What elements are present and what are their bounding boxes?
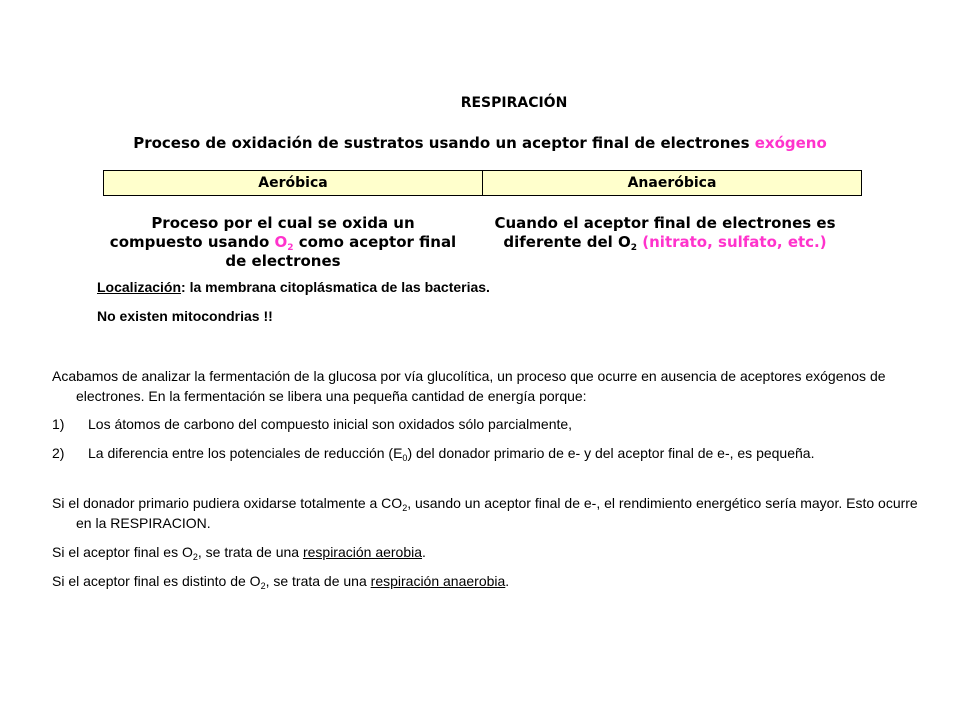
anaerobic-desc-sub: 2 <box>630 243 638 253</box>
localizacion-label: Localización <box>97 279 182 295</box>
aerobic-header: Aeróbica <box>258 175 328 191</box>
anaerobic-term: respiración anaerobia <box>370 573 506 589</box>
co2-paragraph: Si el donador primario pudiera oxidarse totalmente a $CO_2$, usando un aceptor final de e-, el rendimiento energético sería mayor. Esto ocurre en la RESPIRACION. <box>52 495 918 531</box>
anaerobic-desc-highlight: (nitrato, sulfato, etc.) <box>637 233 827 251</box>
respiration-types-table <box>103 170 862 196</box>
list-item-1-number: 1) <box>52 416 65 432</box>
anaerobic-desc-part1: Cuando el aceptor final de electrones es diferente del O <box>494 214 836 251</box>
aerobic-desc-part2: como aceptor final de electrones <box>225 233 457 270</box>
intro-paragraph: Acabamos de analizar la fermentación de la glucosa por vía glucolítica, un proceso que ocurre en ausencia de aceptores exógenos de electrones. En la fermentación se libera una pequeña cantidad de energía porque: <box>52 368 886 404</box>
anaerobic-header: Anaeróbica <box>482 171 861 195</box>
list-item-1 <box>52 414 948 434</box>
aerobic-term: respiración aerobia <box>302 544 423 560</box>
subtitle <box>0 134 960 152</box>
aerobic-description <box>108 214 458 271</box>
list-item-1-text: Los átomos de carbono del compuesto inicial son oxidados sólo parcialmente, <box>88 416 573 432</box>
localizacion-line <box>97 279 490 295</box>
subtitle-text: Proceso de oxidación de sustratos usando un aceptor final de electrones <box>133 134 755 152</box>
page-title: RESPIRACIÓN <box>460 95 568 111</box>
subtitle-highlight: exógeno <box>754 134 827 152</box>
anaerobic-description <box>490 214 840 252</box>
localizacion-text: : la membrana citoplásmatica de las bacterias. <box>181 279 490 295</box>
aerobic-paragraph: Si el aceptor final es $O_2$, se trata de una respiración aerobia. <box>52 544 426 562</box>
list-item-2: 2) La diferencia entre los potenciales de reducción $(E_0)$ del donador primario de e- y del aceptor final de e-, es pequeña. <box>52 445 815 463</box>
aerobic-desc-part1: Proceso por el cual se oxida un compuesto usando <box>109 214 415 251</box>
mitocondrias-note: No existen mitocondrias !! <box>97 308 273 324</box>
anaerobic-paragraph: Si el aceptor final es distinto de $O_2$, se trata de una respiración anaerobia. <box>52 573 510 591</box>
list-item-2-number: 2) <box>52 445 65 461</box>
aerobic-desc-o2: $O_2$ <box>274 233 294 253</box>
